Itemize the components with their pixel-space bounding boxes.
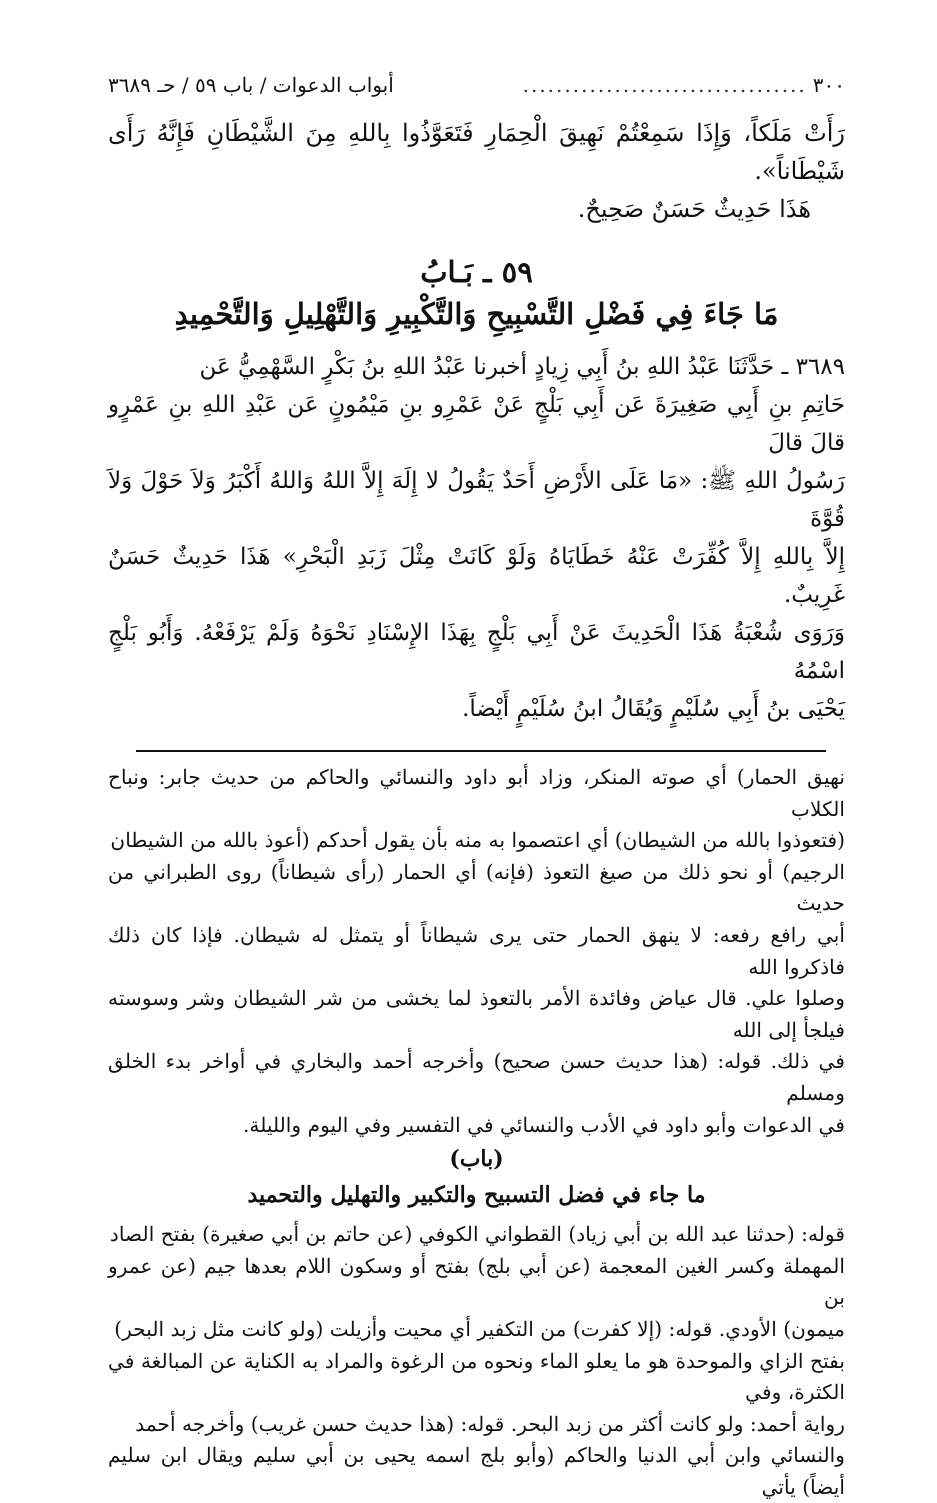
running-header (108, 70, 845, 104)
hadith-line: إِلاَّ بِاللهِ إِلاَّ كُفِّرَتْ عَنْهُ خَطَايَاهُ وَلَوْ كَانَتْ مِثْلَ زَبَدِ الْبَحْرِ» هَذَا حَدِيثٌ حَسَنٌ غَرِيبٌ. (108, 544, 845, 608)
commentary-line: (فتعوذوا بالله من الشيطان) أي اعتصموا به منه بأن يقول أحدكم (أعوذ بالله من الشيطان (110, 828, 845, 853)
hadith-line: رَسُولُ اللهِ ﷺ: «مَا عَلَى الأَرْضِ أَحَدٌ يَقُولُ لا إِلَهَ إِلاَّ اللهُ وَاللهُ أَكْبَرُ وَلاَ حَوْلَ وَلاَ قُوَّةَ (108, 468, 845, 532)
commentary-line: في الدعوات وأبو داود في الأدب والنسائي في التفسير وفي اليوم والليلة. (242, 1112, 845, 1137)
commentary-line: بفتح الزاي والموحدة هو ما يعلو الماء ونحوه من الرغوة والمراد به الكناية عن المبالغة في الكثرة، وفي (108, 1348, 845, 1405)
commentary-line: رواية أحمد: ولو كانت أكثر من زبد البحر. قوله: (هذا حديث حسن غريب) وأخرجه أحمد (135, 1411, 845, 1436)
footnote-separator (136, 750, 826, 752)
hadith-line: حَاتِمِ بنِ أَبِي صَغِيرَةَ عَن أَبِي بَلْجٍ عَنْ عَمْرِو بنِ مَيْمُونٍ عَن عَبْدِ اللهِ بنِ عَمْرٍو قالَ قالَ (108, 392, 845, 456)
main-line: هَذَا حَدِيثٌ حَسَنٌ صَحِيحٌ. (577, 195, 811, 223)
commentary-line: أبي رافع رفعه: لا ينهق الحمار حتى يرى شيطاناً أو يتمثل له شيطان. فإذا كان ذلك فاذكروا الله (108, 922, 845, 979)
commentary-bab-label: (باب) (449, 1146, 504, 1173)
commentary-line: المهملة وكسر الغين المعجمة (عن أبي بلج) بفتح أو وسكون اللام بعدها جيم (عن عمرو بن (108, 1253, 845, 1310)
commentary-bab-title: ما جاء في فضل التسبيح والتكبير والتهليل والتحميد (247, 1182, 706, 1209)
hadith-line: يَحْيَى بنُ أَبِي سُلَيْمٍ وَيُقَالُ ابنُ سُلَيْمٍ أَيْضاً. (462, 696, 845, 722)
bab-title: مَا جَاءَ فِي فَضْلِ التَّسْبِيحِ وَالتَّكْبِيرِ وَالتَّهْلِيلِ وَالتَّحْمِيدِ (174, 297, 779, 331)
main-line: رَأَتْ مَلَكاً، وَإِذَا سَمِعْتُمْ نَهِيقَ الْحِمَارِ فَتَعَوَّذُوا بِاللهِ مِنَ الشَّيْطَانِ فَإِنَّهُ رَأَى شَيْطَاناً». (108, 119, 845, 185)
commentary-line: نهيق الحمار) أي صوته المنكر، وزاد أبو داود والنسائي والحاكم من حديث جابر: ونباح الكلاب (108, 765, 845, 821)
page-number: ٣٠٠ (812, 73, 845, 97)
commentary-line: الرجيم) أو نحو ذلك من صيغ التعوذ (فإنه) أي الحمار (رأى شيطاناً) روى الطبراني من حديث (108, 859, 845, 916)
commentary (108, 762, 845, 1503)
bab-number: ٥٩ ـ بَـابُ (420, 255, 533, 289)
commentary-line: قوله: (حدثنا عبد الله بن أبي زياد) القطواني الكوفي (عن حاتم بن أبي صغيرة) بفتح الصاد (109, 1222, 845, 1247)
commentary-line: ميمون) الأودي. قوله: (إلا كفرت) من التكفير أي محيت وأزيلت (ولو كانت مثل زبد البحر) (114, 1316, 845, 1341)
commentary-line: في ذلك. قوله: (هذا حديث حسن صحيح) وأخرجه أحمد والبخاري في أواخر بدء الخلق ومسلم (108, 1049, 845, 1105)
hadith-line: ٣٦٨٩ ـ حَدَّثَنَا عَبْدُ اللهِ بنُ أَبِي زِيادٍ أخبرنا عَبْدُ اللهِ بنُ بَكْرٍ السَّهْمِيُّ عَن (199, 354, 845, 380)
hadith-line: وَرَوَى شُعْبَةُ هَذَا الْحَدِيثَ عَنْ أَبِي بَلْجٍ بِهَذَا الإِسْنَادِ نَحْوَهُ وَلَمْ يَرْفَعْهُ. وَأَبُو بَلْجٍ اسْمُهُ (108, 620, 845, 684)
header-leader-dots: .................................. (522, 73, 807, 97)
chapter-reference: أبواب الدعوات / باب ٥٩ / حـ ٣٦٨٩ (108, 73, 394, 97)
commentary-line: وصلوا علي. قال عياض وفائدة الأمر بالتعوذ لما يخشى من شر الشيطان وشر وسوسته فيلجأ إلى الله (108, 986, 845, 1042)
commentary-line: والنسائي وابن أبي الدنيا والحاكم (وأبو بلج اسمه يحيى بن أبي سليم ويقال ابن سليم أيضاً) يأتي (108, 1443, 845, 1499)
main-text (108, 114, 845, 728)
